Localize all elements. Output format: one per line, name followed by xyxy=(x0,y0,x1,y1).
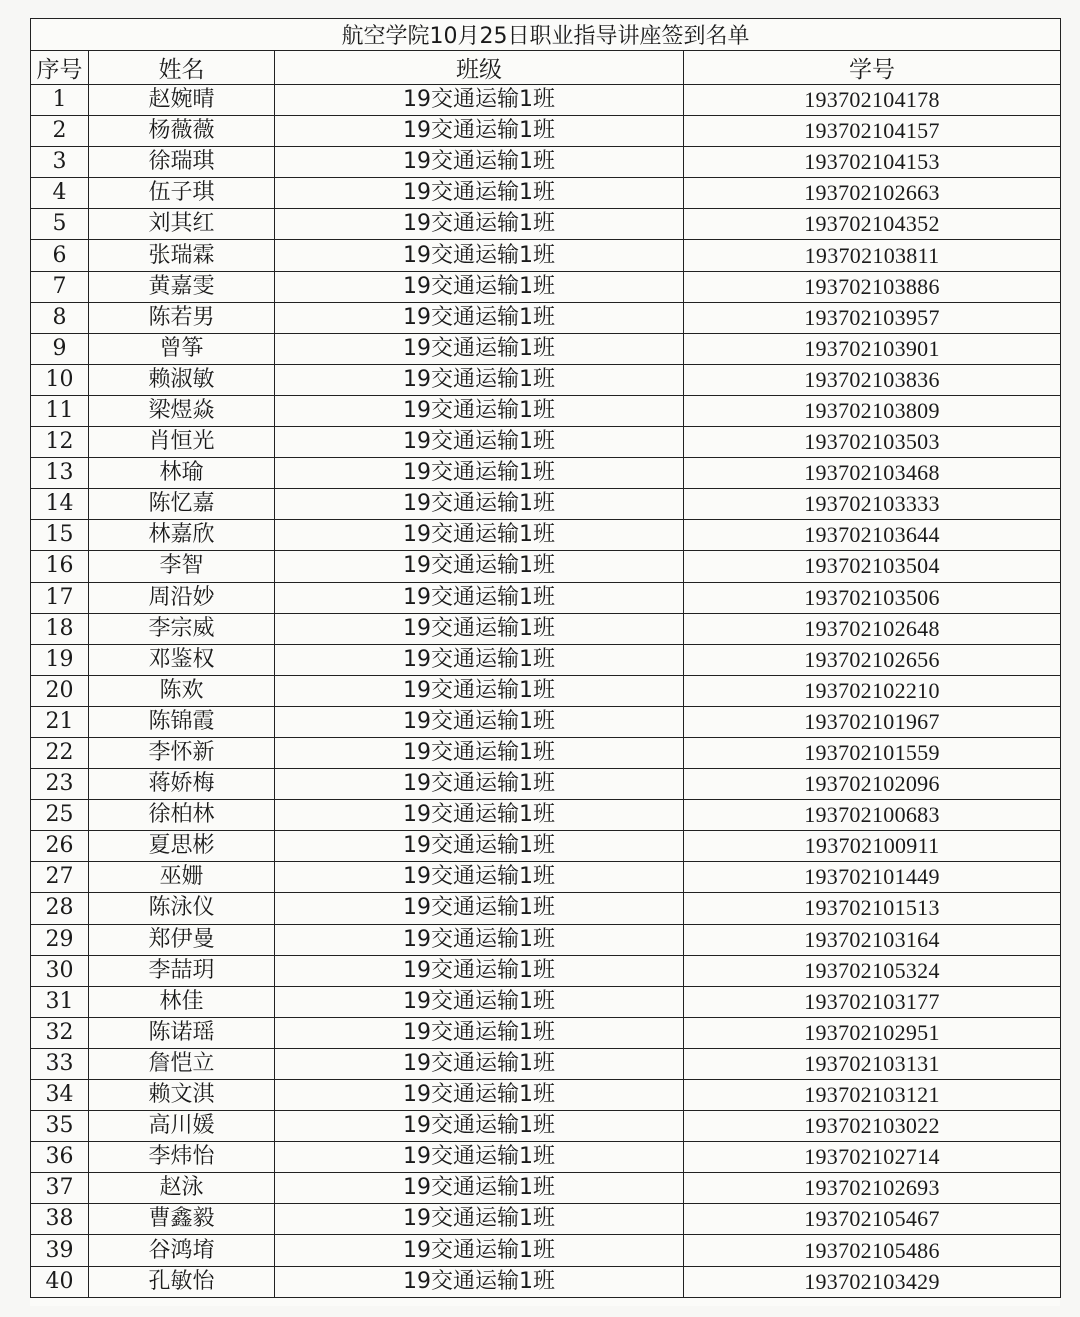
row-class: 19交通运输1班 xyxy=(275,644,684,675)
table-row xyxy=(31,1235,1061,1266)
row-student-id: 193702103836 xyxy=(684,364,1061,395)
table-row xyxy=(31,364,1061,395)
row-student-id: 193702103022 xyxy=(684,1111,1061,1142)
row-student-id: 193702105467 xyxy=(684,1204,1061,1235)
row-number: 34 xyxy=(31,1080,89,1111)
row-student-id: 193702104153 xyxy=(684,147,1061,178)
row-class: 19交通运输1班 xyxy=(275,862,684,893)
row-class: 19交通运输1班 xyxy=(275,1048,684,1079)
table-row xyxy=(31,706,1061,737)
title-row xyxy=(31,19,1061,51)
table-row xyxy=(31,302,1061,333)
row-student-id: 193702102663 xyxy=(684,178,1061,209)
table-row xyxy=(31,240,1061,271)
row-number: 31 xyxy=(31,986,89,1017)
row-name: 徐柏林 xyxy=(89,800,275,831)
row-number: 18 xyxy=(31,613,89,644)
row-name: 郑伊曼 xyxy=(89,924,275,955)
table-body xyxy=(31,85,1061,1298)
row-number: 19 xyxy=(31,644,89,675)
row-name: 李炜怡 xyxy=(89,1142,275,1173)
row-student-id: 193702100911 xyxy=(684,831,1061,862)
row-number: 14 xyxy=(31,489,89,520)
row-number: 12 xyxy=(31,427,89,458)
table-row xyxy=(31,831,1061,862)
row-number: 20 xyxy=(31,675,89,706)
row-number: 30 xyxy=(31,955,89,986)
row-class: 19交通运输1班 xyxy=(275,986,684,1017)
row-student-id: 193702103468 xyxy=(684,458,1061,489)
row-name: 肖恒光 xyxy=(89,427,275,458)
row-number: 8 xyxy=(31,302,89,333)
row-student-id: 193702102648 xyxy=(684,613,1061,644)
row-name: 刘其红 xyxy=(89,209,275,240)
row-class: 19交通运输1班 xyxy=(275,706,684,737)
row-name: 陈忆嘉 xyxy=(89,489,275,520)
row-name: 李宗威 xyxy=(89,613,275,644)
row-student-id: 193702102656 xyxy=(684,644,1061,675)
row-student-id: 193702102096 xyxy=(684,769,1061,800)
row-number: 13 xyxy=(31,458,89,489)
table-row xyxy=(31,1266,1061,1297)
row-class: 19交通运输1班 xyxy=(275,737,684,768)
row-number: 38 xyxy=(31,1204,89,1235)
row-class: 19交通运输1班 xyxy=(275,1017,684,1048)
header-name: 姓名 xyxy=(89,51,275,85)
row-student-id: 193702101967 xyxy=(684,706,1061,737)
table-row xyxy=(31,1173,1061,1204)
row-name: 巫姗 xyxy=(89,862,275,893)
row-student-id: 193702103809 xyxy=(684,395,1061,426)
table-row xyxy=(31,1017,1061,1048)
table-row xyxy=(31,1142,1061,1173)
row-class: 19交通运输1班 xyxy=(275,209,684,240)
row-class: 19交通运输1班 xyxy=(275,831,684,862)
row-student-id: 193702103901 xyxy=(684,333,1061,364)
row-name: 赵婉晴 xyxy=(89,85,275,116)
row-class: 19交通运输1班 xyxy=(275,147,684,178)
row-student-id: 193702101449 xyxy=(684,862,1061,893)
table-row xyxy=(31,986,1061,1017)
row-number: 9 xyxy=(31,333,89,364)
row-name: 蒋娇梅 xyxy=(89,769,275,800)
row-class: 19交通运输1班 xyxy=(275,489,684,520)
row-class: 19交通运输1班 xyxy=(275,955,684,986)
table-row xyxy=(31,178,1061,209)
row-name: 陈锦霞 xyxy=(89,706,275,737)
header-class: 班级 xyxy=(275,51,684,85)
row-name: 邓鉴权 xyxy=(89,644,275,675)
row-student-id: 193702103131 xyxy=(684,1048,1061,1079)
row-class: 19交通运输1班 xyxy=(275,1080,684,1111)
row-number: 1 xyxy=(31,85,89,116)
row-student-id: 193702102693 xyxy=(684,1173,1061,1204)
row-name: 詹恺立 xyxy=(89,1048,275,1079)
row-class: 19交通运输1班 xyxy=(275,458,684,489)
row-student-id: 193702103504 xyxy=(684,551,1061,582)
row-name: 李怀新 xyxy=(89,737,275,768)
row-name: 陈诺瑶 xyxy=(89,1017,275,1048)
row-name: 赵泳 xyxy=(89,1173,275,1204)
row-student-id: 193702103503 xyxy=(684,427,1061,458)
row-name: 陈若男 xyxy=(89,302,275,333)
row-student-id: 193702102951 xyxy=(684,1017,1061,1048)
row-class: 19交通运输1班 xyxy=(275,85,684,116)
row-number: 40 xyxy=(31,1266,89,1297)
table-row xyxy=(31,333,1061,364)
header-student-id: 学号 xyxy=(684,51,1061,85)
row-number: 6 xyxy=(31,240,89,271)
row-student-id: 193702104352 xyxy=(684,209,1061,240)
table-row xyxy=(31,209,1061,240)
table-row xyxy=(31,116,1061,147)
row-name: 杨薇薇 xyxy=(89,116,275,147)
row-student-id: 193702102210 xyxy=(684,675,1061,706)
table-row xyxy=(31,613,1061,644)
row-name: 黄嘉雯 xyxy=(89,271,275,302)
row-class: 19交通运输1班 xyxy=(275,364,684,395)
row-number: 11 xyxy=(31,395,89,426)
row-number: 32 xyxy=(31,1017,89,1048)
row-number: 23 xyxy=(31,769,89,800)
row-name: 夏思彬 xyxy=(89,831,275,862)
row-class: 19交通运输1班 xyxy=(275,240,684,271)
table-row xyxy=(31,644,1061,675)
table-row xyxy=(31,862,1061,893)
table-row xyxy=(31,458,1061,489)
row-class: 19交通运输1班 xyxy=(275,769,684,800)
row-class: 19交通运输1班 xyxy=(275,1111,684,1142)
row-student-id: 193702101513 xyxy=(684,893,1061,924)
row-name: 林嘉欣 xyxy=(89,520,275,551)
row-name: 高川媛 xyxy=(89,1111,275,1142)
row-name: 徐瑞琪 xyxy=(89,147,275,178)
table-row xyxy=(31,955,1061,986)
row-number: 28 xyxy=(31,893,89,924)
row-number: 3 xyxy=(31,147,89,178)
row-name: 伍子琪 xyxy=(89,178,275,209)
row-number: 15 xyxy=(31,520,89,551)
row-name: 赖文淇 xyxy=(89,1080,275,1111)
row-name: 林佳 xyxy=(89,986,275,1017)
table-row xyxy=(31,551,1061,582)
row-class: 19交通运输1班 xyxy=(275,178,684,209)
row-name: 梁煜焱 xyxy=(89,395,275,426)
table-row xyxy=(31,893,1061,924)
row-number: 39 xyxy=(31,1235,89,1266)
row-number: 37 xyxy=(31,1173,89,1204)
row-number: 35 xyxy=(31,1111,89,1142)
row-class: 19交通运输1班 xyxy=(275,582,684,613)
header-no: 序号 xyxy=(31,51,89,85)
table-row xyxy=(31,489,1061,520)
row-name: 李智 xyxy=(89,551,275,582)
table-row xyxy=(31,769,1061,800)
table-row xyxy=(31,271,1061,302)
row-class: 19交通运输1班 xyxy=(275,800,684,831)
row-number: 22 xyxy=(31,737,89,768)
row-number: 36 xyxy=(31,1142,89,1173)
row-number: 2 xyxy=(31,116,89,147)
row-student-id: 193702103506 xyxy=(684,582,1061,613)
row-class: 19交通运输1班 xyxy=(275,551,684,582)
table-row xyxy=(31,1080,1061,1111)
row-number: 29 xyxy=(31,924,89,955)
row-class: 19交通运输1班 xyxy=(275,1266,684,1297)
row-number: 21 xyxy=(31,706,89,737)
row-name: 周沿妙 xyxy=(89,582,275,613)
row-student-id: 193702103957 xyxy=(684,302,1061,333)
row-name: 李喆玥 xyxy=(89,955,275,986)
row-number: 7 xyxy=(31,271,89,302)
row-number: 27 xyxy=(31,862,89,893)
sheet-title: 航空学院10月25日职业指导讲座签到名单 xyxy=(31,19,1061,51)
row-student-id: 193702103644 xyxy=(684,520,1061,551)
table-row xyxy=(31,1111,1061,1142)
row-student-id: 193702105486 xyxy=(684,1235,1061,1266)
row-number: 5 xyxy=(31,209,89,240)
row-class: 19交通运输1班 xyxy=(275,924,684,955)
table-row xyxy=(31,675,1061,706)
row-student-id: 193702103333 xyxy=(684,489,1061,520)
row-class: 19交通运输1班 xyxy=(275,1142,684,1173)
row-student-id: 193702103886 xyxy=(684,271,1061,302)
header-row xyxy=(31,51,1061,85)
table-row xyxy=(31,1048,1061,1079)
row-number: 25 xyxy=(31,800,89,831)
row-student-id: 193702102714 xyxy=(684,1142,1061,1173)
row-student-id: 193702103121 xyxy=(684,1080,1061,1111)
row-name: 张瑞霖 xyxy=(89,240,275,271)
signin-table xyxy=(30,18,1061,1298)
row-number: 33 xyxy=(31,1048,89,1079)
row-name: 曹鑫毅 xyxy=(89,1204,275,1235)
row-class: 19交通运输1班 xyxy=(275,271,684,302)
row-class: 19交通运输1班 xyxy=(275,1204,684,1235)
row-class: 19交通运输1班 xyxy=(275,520,684,551)
table-row xyxy=(31,395,1061,426)
row-class: 19交通运输1班 xyxy=(275,613,684,644)
row-student-id: 193702105324 xyxy=(684,955,1061,986)
row-name: 赖淑敏 xyxy=(89,364,275,395)
row-name: 林瑜 xyxy=(89,458,275,489)
row-student-id: 193702104157 xyxy=(684,116,1061,147)
table-row xyxy=(31,85,1061,116)
table-row xyxy=(31,924,1061,955)
row-number: 26 xyxy=(31,831,89,862)
row-name: 谷鸿堉 xyxy=(89,1235,275,1266)
row-number: 4 xyxy=(31,178,89,209)
row-name: 曾筝 xyxy=(89,333,275,364)
row-class: 19交通运输1班 xyxy=(275,302,684,333)
table-row xyxy=(31,800,1061,831)
row-number: 10 xyxy=(31,364,89,395)
row-student-id: 193702100683 xyxy=(684,800,1061,831)
table-row xyxy=(31,147,1061,178)
row-name: 孔敏怡 xyxy=(89,1266,275,1297)
row-number: 16 xyxy=(31,551,89,582)
row-student-id: 193702103429 xyxy=(684,1266,1061,1297)
row-class: 19交通运输1班 xyxy=(275,116,684,147)
signin-sheet xyxy=(30,18,1060,1306)
row-class: 19交通运输1班 xyxy=(275,675,684,706)
row-name: 陈泳仪 xyxy=(89,893,275,924)
row-class: 19交通运输1班 xyxy=(275,1173,684,1204)
table-row xyxy=(31,582,1061,613)
table-row xyxy=(31,427,1061,458)
table-row xyxy=(31,737,1061,768)
row-name: 陈欢 xyxy=(89,675,275,706)
row-class: 19交通运输1班 xyxy=(275,1235,684,1266)
row-student-id: 193702103164 xyxy=(684,924,1061,955)
row-student-id: 193702104178 xyxy=(684,85,1061,116)
row-student-id: 193702103811 xyxy=(684,240,1061,271)
row-student-id: 193702101559 xyxy=(684,737,1061,768)
row-class: 19交通运输1班 xyxy=(275,395,684,426)
row-class: 19交通运输1班 xyxy=(275,427,684,458)
table-row xyxy=(31,520,1061,551)
row-class: 19交通运输1班 xyxy=(275,893,684,924)
row-class: 19交通运输1班 xyxy=(275,333,684,364)
row-number: 17 xyxy=(31,582,89,613)
table-row xyxy=(31,1204,1061,1235)
row-student-id: 193702103177 xyxy=(684,986,1061,1017)
